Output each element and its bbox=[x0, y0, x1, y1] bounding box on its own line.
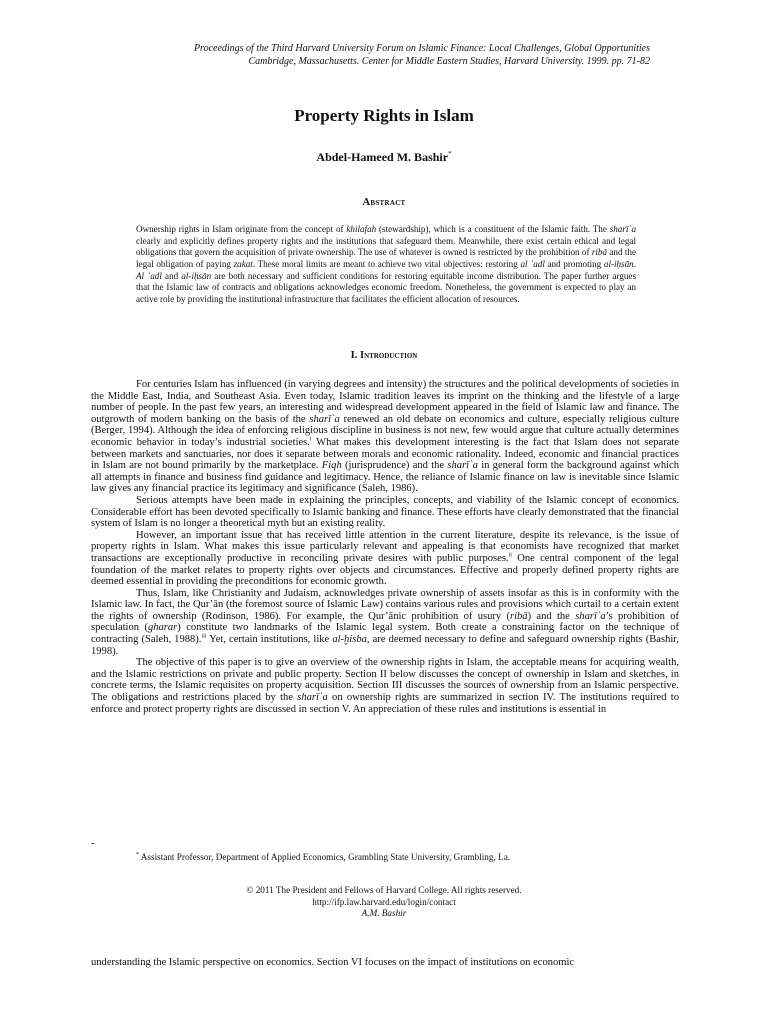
paragraph-2: Serious attempts have been made in explaining the principles, concepts, and viability of the Islamic concept of economics. Considerable effort has been devoted specifically to Islamic banking and finance. These efforts have clearly demonstrated that the financial system of Islam is no longer a theoretical myth but an existing reality. bbox=[91, 494, 679, 530]
paragraph-1: For centuries Islam has influenced (in varying degrees and intensity) the structures and the political developments of societies in the Middle East, India, and Southeast Asia. Even today, Islamic tradition leaves its imprint on the thinking and the lifestyle of a large number of people. In the past few years, an interesting and widespread development appeared in the field of Islamic law and finance. The outgrowth of modern banking on the basis of the sharī`a renewed an old debate on economics and culture, especially religious culture (Berger, 1994). Although the idea of enforcing religious discipline in business is not new, few would argue that culture actually determines economic behavior in today’s industrial societies.$^i$ What makes this development interesting is the fact that Islam does not separate between markets and sanctuaries, nor does it separate between morals and economic rationality. Indeed, economic and financial practices in Islam are not bound primarily by the marketplace. Fiqh (jurisprudence) and the sharī`a in general form the background against which all attempts in finance and business find guidance and legitimacy. Hence, the reliance of Islamic finance on law is inevitable since Islamic law gives any financial practice its legitimacy and significance (Saleh, 1986). bbox=[91, 379, 679, 495]
abstract-text: Ownership rights in Islam originate from the concept of khilafah (stewardship), which is a constituent of the Islamic faith. The sharī`a clearly and explicitly defines property rights and the institutions that safeguard them. Meanwhile, there exist certain ethical and legal obligations that govern the acquisition of private ownership. The use of whatever is owned is restricted by the prohibition of ribā and the legal obligation of paying zakat. These moral limits are meant to achieve two vital objectives: restoring al `adl and promoting al-iḥsān. Al `adl and al-iḥsān are both necessary and sufficient conditions for restoring equitable income distribution. The paper further argues that the Islamic law of contracts and obligations acknowledges economic freedom. Nonetheless, the government is expected to play an active role by providing the institutional infrastructure that facilitates the efficient allocation of resources. bbox=[136, 224, 637, 304]
paragraph-4: Thus, Islam, like Christianity and Judaism, acknowledges private ownership of assets insofar as this is in conformity with the Islamic law. In fact, the Qur’ān (the foremost source of Islamic Law) contains various rules and provisions which curtail to a certain extent the rights of ownership (Rodinson, 1986). For example, the Qur’ānic prohibition of usury (ribā) and the sharī`a’s prohibition of speculation (gharar) constitute two landmarks of the Islamic legal system. Both create a constraining factor on the technique of contracting (Saleh, 1988).$^{iii}$ Yet, certain institutions, like al-ḫisba, are deemed necessary to define and safeguard ownership rights (Bashir, 1998). bbox=[91, 587, 680, 657]
author-line bbox=[0, 150, 768, 165]
footnote-mark: * bbox=[136, 852, 139, 858]
paragraph-3: However, an important issue that has received little attention in the current literature, despite its relevance, is the issue of property rights in Islam. What makes this issue particularly relevant and appealing is that economists have recognized that market transactions are exceptionally productive in reconciling private desires with public purposes.$^{ii}$ One central component of the legal foundation of the market relates to property rights over objects and circumstances. Effective and properly defined property rights are deemed essential in providing the preconditions for economic growth. bbox=[91, 529, 679, 588]
paper-title: Property Rights in Islam bbox=[294, 106, 474, 125]
paragraph-5: The objective of this paper is to give an overview of the ownership rights in Islam, the acceptable means for acquiring wealth, and the Islamic restrictions on private and public property. Section II below discusses the concept of ownership in Islam and sketches, in concrete terms, the Islamic requisites on property acquisition. Section III discusses the sources of ownership from an Islamic perspective. The obligations and restrictions placed by the sharī`a on ownership rights are summarized in section IV. The institutions required to enforce and protect property rights are discussed in section V. An appreciation of these rules and institutions is essential in bbox=[91, 657, 679, 715]
endnote-ref-i: i bbox=[309, 436, 312, 443]
header-line-2: Cambridge, Massachusetts. Center for Middle Eastern Studies, Harvard University. 1999. pp. 71-82 bbox=[248, 56, 650, 67]
header-line-1: Proceedings of the Third Harvard University Forum on Islamic Finance: Local Challenges, Global Opportunities bbox=[193, 43, 650, 54]
author-name: Abdel-Hameed M. Bashir bbox=[316, 150, 449, 164]
copyright-line: © 2011 The President and Fellows of Harvard College. All rights reserved. bbox=[246, 885, 522, 895]
footnote-text: Assistant Professor, Department of Applied Economics, Grambling State University, Grambling, La. bbox=[139, 852, 511, 863]
running-author: A.M. Bashir bbox=[361, 908, 407, 918]
footnote-separator: - bbox=[91, 838, 95, 849]
introduction-heading: I. Introduction bbox=[350, 350, 418, 361]
author-footnote-mark: * bbox=[448, 150, 452, 158]
introduction-body bbox=[91, 379, 679, 715]
proceedings-header bbox=[100, 42, 650, 68]
author-footnote bbox=[136, 852, 510, 862]
copyright-block bbox=[0, 885, 768, 920]
endnote-ref-ii: ii bbox=[508, 552, 512, 559]
continued-text-line: understanding the Islamic perspective on economics. Section VI focuses on the impact of institutions on economic bbox=[91, 957, 575, 968]
contact-url: http://ifp.law.harvard.edu/login/contact bbox=[312, 896, 456, 907]
endnote-ref-iii: iii bbox=[201, 633, 207, 640]
abstract-heading: Abstract bbox=[362, 197, 406, 208]
